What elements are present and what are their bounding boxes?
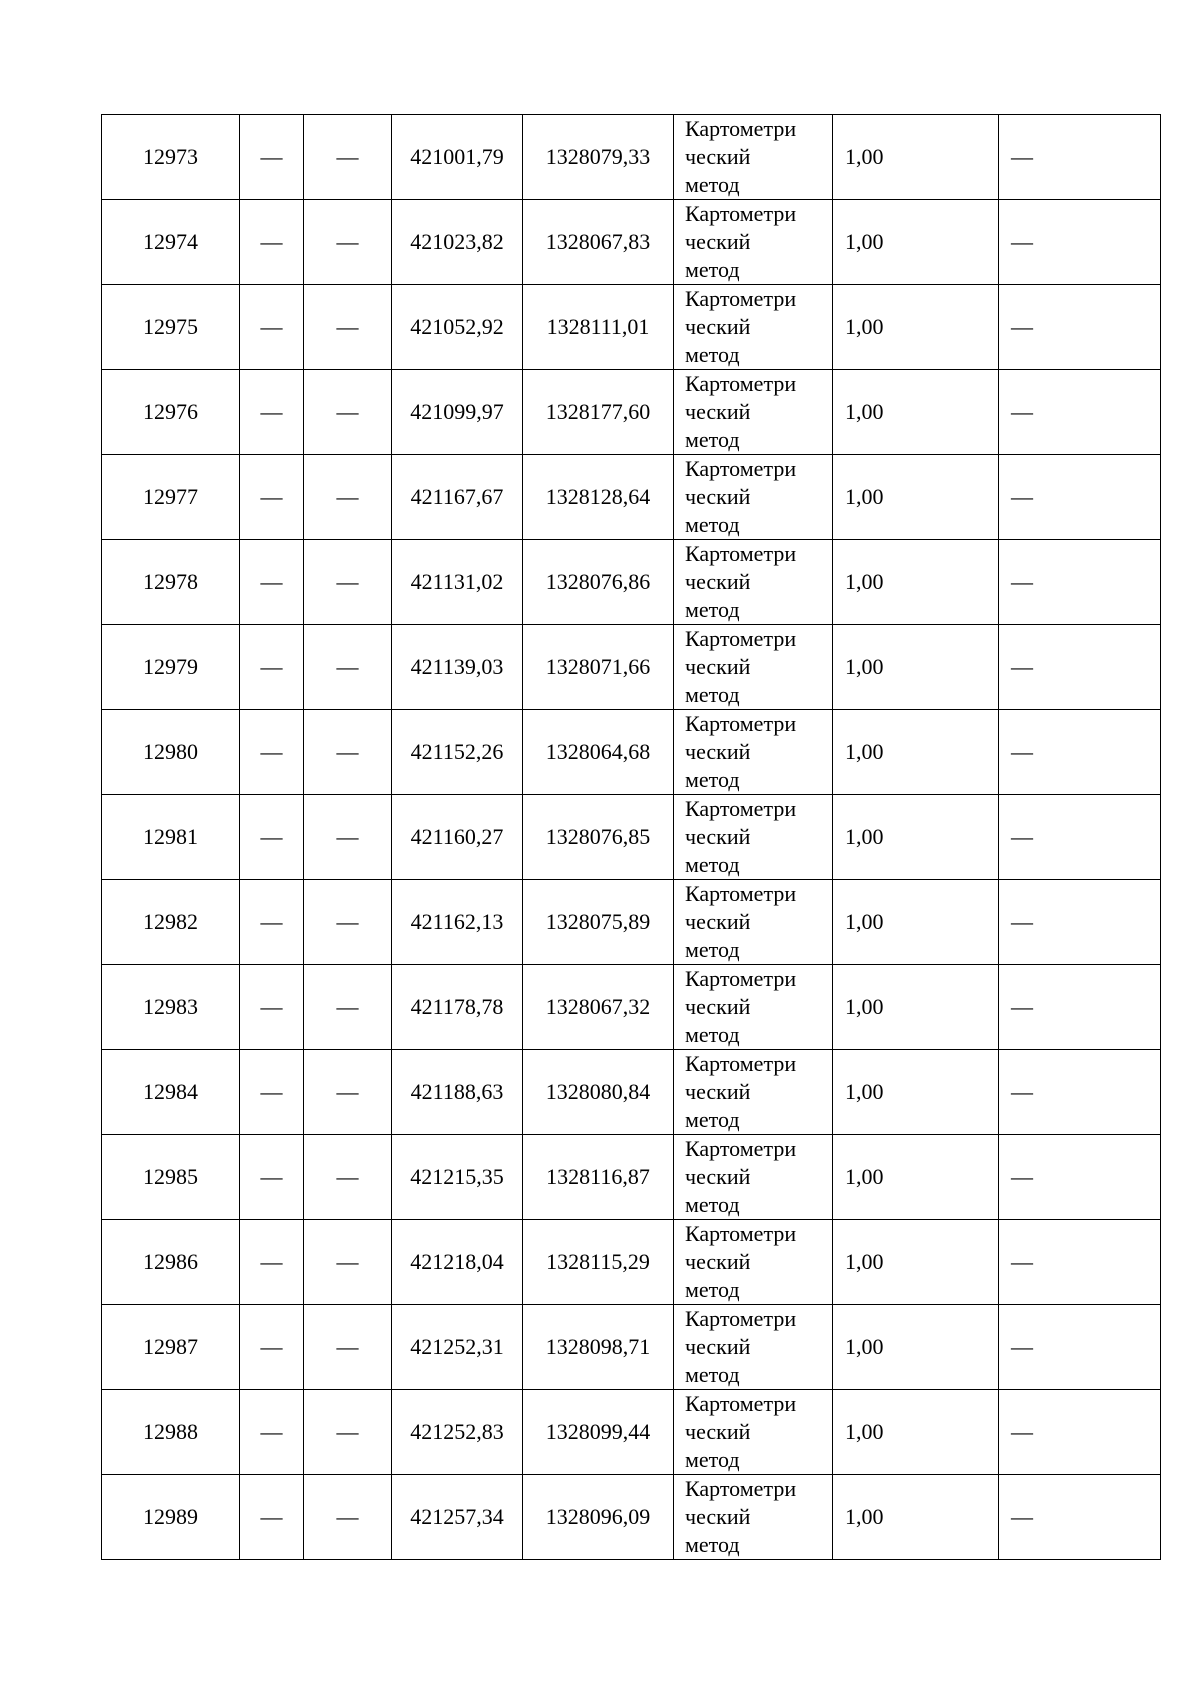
table-row	[102, 1305, 1161, 1390]
table-row	[102, 625, 1161, 710]
x-coordinate-cell: 421001,79	[392, 115, 523, 200]
x-coordinate-cell: 421162,13	[392, 880, 523, 965]
table-row	[102, 1390, 1161, 1475]
x-coordinate-cell: 421252,31	[392, 1305, 523, 1390]
method-text-line: ческий	[685, 399, 751, 424]
y-coordinate-cell: 1328071,66	[523, 625, 674, 710]
accuracy-cell: 1,00	[833, 1220, 999, 1305]
method-text-line: метод	[685, 937, 740, 962]
y-coordinate-cell: 1328177,60	[523, 370, 674, 455]
empty-dash-cell: —	[304, 1305, 392, 1390]
method-text-line: Картометри	[685, 1391, 797, 1416]
method-text-line: Картометри	[685, 1051, 797, 1076]
method-cell	[674, 795, 833, 880]
point-number-cell: 12980	[102, 710, 240, 795]
empty-dash-cell: —	[240, 1050, 304, 1135]
method-text-line: метод	[685, 1022, 740, 1047]
accuracy-cell: 1,00	[833, 625, 999, 710]
empty-dash-cell: —	[999, 1475, 1161, 1560]
y-coordinate-cell: 1328067,32	[523, 965, 674, 1050]
x-coordinate-cell: 421188,63	[392, 1050, 523, 1135]
empty-dash-cell: —	[240, 370, 304, 455]
table-row	[102, 1475, 1161, 1560]
table-row	[102, 455, 1161, 540]
point-number-cell: 12987	[102, 1305, 240, 1390]
table-row	[102, 1220, 1161, 1305]
accuracy-cell: 1,00	[833, 540, 999, 625]
x-coordinate-cell: 421131,02	[392, 540, 523, 625]
method-cell	[674, 1390, 833, 1475]
method-text-line: Картометри	[685, 1136, 797, 1161]
empty-dash-cell: —	[240, 455, 304, 540]
table-row	[102, 880, 1161, 965]
y-coordinate-cell: 1328079,33	[523, 115, 674, 200]
method-cell	[674, 625, 833, 710]
empty-dash-cell: —	[240, 710, 304, 795]
empty-dash-cell: —	[304, 1050, 392, 1135]
empty-dash-cell: —	[240, 880, 304, 965]
method-text-line: Картометри	[685, 626, 797, 651]
accuracy-cell: 1,00	[833, 1390, 999, 1475]
point-number-cell: 12973	[102, 115, 240, 200]
empty-dash-cell: —	[999, 1390, 1161, 1475]
y-coordinate-cell: 1328076,86	[523, 540, 674, 625]
method-text-line: ческий	[685, 1504, 751, 1529]
table-row	[102, 795, 1161, 880]
method-text-line: Картометри	[685, 286, 797, 311]
table-row	[102, 115, 1161, 200]
x-coordinate-cell: 421099,97	[392, 370, 523, 455]
table-row	[102, 285, 1161, 370]
method-text-line: Картометри	[685, 116, 797, 141]
empty-dash-cell: —	[240, 965, 304, 1050]
empty-dash-cell: —	[240, 285, 304, 370]
x-coordinate-cell: 421139,03	[392, 625, 523, 710]
accuracy-cell: 1,00	[833, 1135, 999, 1220]
method-text-line: метод	[685, 1362, 740, 1387]
empty-dash-cell: —	[999, 285, 1161, 370]
accuracy-cell: 1,00	[833, 1475, 999, 1560]
point-number-cell: 12974	[102, 200, 240, 285]
method-text-line: Картометри	[685, 711, 797, 736]
method-text-line: ческий	[685, 484, 751, 509]
method-text-line: метод	[685, 342, 740, 367]
table-row	[102, 1050, 1161, 1135]
method-text-line: Картометри	[685, 966, 797, 991]
empty-dash-cell: —	[240, 200, 304, 285]
empty-dash-cell: —	[304, 115, 392, 200]
empty-dash-cell: —	[304, 965, 392, 1050]
method-text-line: ческий	[685, 569, 751, 594]
table-row	[102, 710, 1161, 795]
method-cell	[674, 965, 833, 1050]
method-cell	[674, 1305, 833, 1390]
accuracy-cell: 1,00	[833, 1305, 999, 1390]
empty-dash-cell: —	[999, 115, 1161, 200]
method-text-line: Картометри	[685, 541, 797, 566]
method-text-line: Картометри	[685, 1476, 797, 1501]
empty-dash-cell: —	[999, 965, 1161, 1050]
empty-dash-cell: —	[304, 370, 392, 455]
table-row	[102, 1135, 1161, 1220]
empty-dash-cell: —	[999, 625, 1161, 710]
table-row	[102, 200, 1161, 285]
method-text-line: ческий	[685, 1249, 751, 1274]
point-number-cell: 12976	[102, 370, 240, 455]
empty-dash-cell: —	[999, 795, 1161, 880]
y-coordinate-cell: 1328116,87	[523, 1135, 674, 1220]
method-text-line: метод	[685, 767, 740, 792]
method-text-line: Картометри	[685, 201, 797, 226]
method-text-line: метод	[685, 257, 740, 282]
empty-dash-cell: —	[304, 455, 392, 540]
point-number-cell: 12983	[102, 965, 240, 1050]
method-text-line: ческий	[685, 994, 751, 1019]
method-text-line: ческий	[685, 654, 751, 679]
y-coordinate-cell: 1328067,83	[523, 200, 674, 285]
method-cell	[674, 200, 833, 285]
method-cell	[674, 540, 833, 625]
empty-dash-cell: —	[240, 795, 304, 880]
accuracy-cell: 1,00	[833, 880, 999, 965]
empty-dash-cell: —	[304, 880, 392, 965]
method-text-line: метод	[685, 1532, 740, 1557]
table-body	[102, 115, 1161, 1560]
accuracy-cell: 1,00	[833, 795, 999, 880]
accuracy-cell: 1,00	[833, 370, 999, 455]
empty-dash-cell: —	[999, 370, 1161, 455]
method-cell	[674, 1135, 833, 1220]
method-text-line: ческий	[685, 739, 751, 764]
empty-dash-cell: —	[999, 1220, 1161, 1305]
empty-dash-cell: —	[240, 1220, 304, 1305]
empty-dash-cell: —	[999, 880, 1161, 965]
x-coordinate-cell: 421257,34	[392, 1475, 523, 1560]
point-number-cell: 12988	[102, 1390, 240, 1475]
accuracy-cell: 1,00	[833, 710, 999, 795]
empty-dash-cell: —	[304, 1220, 392, 1305]
method-text-line: метод	[685, 172, 740, 197]
empty-dash-cell: —	[304, 285, 392, 370]
method-text-line: ческий	[685, 909, 751, 934]
point-number-cell: 12979	[102, 625, 240, 710]
empty-dash-cell: —	[304, 200, 392, 285]
point-number-cell: 12978	[102, 540, 240, 625]
empty-dash-cell: —	[240, 115, 304, 200]
method-text-line: ческий	[685, 1334, 751, 1359]
empty-dash-cell: —	[304, 1135, 392, 1220]
method-text-line: метод	[685, 1192, 740, 1217]
empty-dash-cell: —	[304, 795, 392, 880]
x-coordinate-cell: 421252,83	[392, 1390, 523, 1475]
point-number-cell: 12975	[102, 285, 240, 370]
point-number-cell: 12986	[102, 1220, 240, 1305]
method-text-line: ческий	[685, 314, 751, 339]
method-cell	[674, 455, 833, 540]
point-number-cell: 12985	[102, 1135, 240, 1220]
method-text-line: метод	[685, 427, 740, 452]
method-cell	[674, 1050, 833, 1135]
table-row	[102, 965, 1161, 1050]
accuracy-cell: 1,00	[833, 285, 999, 370]
empty-dash-cell: —	[240, 625, 304, 710]
point-number-cell: 12984	[102, 1050, 240, 1135]
method-text-line: Картометри	[685, 1221, 797, 1246]
accuracy-cell: 1,00	[833, 965, 999, 1050]
method-text-line: метод	[685, 1447, 740, 1472]
method-text-line: Картометри	[685, 456, 797, 481]
empty-dash-cell: —	[240, 1475, 304, 1560]
empty-dash-cell: —	[304, 625, 392, 710]
empty-dash-cell: —	[240, 540, 304, 625]
method-text-line: ческий	[685, 144, 751, 169]
method-cell	[674, 710, 833, 795]
empty-dash-cell: —	[304, 540, 392, 625]
method-text-line: Картометри	[685, 796, 797, 821]
method-text-line: ческий	[685, 1164, 751, 1189]
method-cell	[674, 1220, 833, 1305]
empty-dash-cell: —	[304, 710, 392, 795]
x-coordinate-cell: 421218,04	[392, 1220, 523, 1305]
method-text-line: метод	[685, 512, 740, 537]
accuracy-cell: 1,00	[833, 455, 999, 540]
y-coordinate-cell: 1328076,85	[523, 795, 674, 880]
empty-dash-cell: —	[999, 1135, 1161, 1220]
empty-dash-cell: —	[240, 1390, 304, 1475]
method-text-line: метод	[685, 1277, 740, 1302]
method-text-line: ческий	[685, 1079, 751, 1104]
empty-dash-cell: —	[999, 455, 1161, 540]
x-coordinate-cell: 421178,78	[392, 965, 523, 1050]
method-text-line: Картометри	[685, 881, 797, 906]
x-coordinate-cell: 421023,82	[392, 200, 523, 285]
empty-dash-cell: —	[999, 1305, 1161, 1390]
x-coordinate-cell: 421160,27	[392, 795, 523, 880]
method-text-line: метод	[685, 597, 740, 622]
method-text-line: метод	[685, 852, 740, 877]
accuracy-cell: 1,00	[833, 200, 999, 285]
method-cell	[674, 370, 833, 455]
method-text-line: метод	[685, 1107, 740, 1132]
method-text-line: ческий	[685, 229, 751, 254]
point-number-cell: 12981	[102, 795, 240, 880]
y-coordinate-cell: 1328099,44	[523, 1390, 674, 1475]
empty-dash-cell: —	[304, 1475, 392, 1560]
empty-dash-cell: —	[240, 1135, 304, 1220]
y-coordinate-cell: 1328128,64	[523, 455, 674, 540]
accuracy-cell: 1,00	[833, 115, 999, 200]
accuracy-cell: 1,00	[833, 1050, 999, 1135]
empty-dash-cell: —	[240, 1305, 304, 1390]
y-coordinate-cell: 1328111,01	[523, 285, 674, 370]
method-cell	[674, 1475, 833, 1560]
y-coordinate-cell: 1328098,71	[523, 1305, 674, 1390]
y-coordinate-cell: 1328075,89	[523, 880, 674, 965]
method-text-line: метод	[685, 682, 740, 707]
empty-dash-cell: —	[999, 540, 1161, 625]
x-coordinate-cell: 421215,35	[392, 1135, 523, 1220]
y-coordinate-cell: 1328096,09	[523, 1475, 674, 1560]
y-coordinate-cell: 1328115,29	[523, 1220, 674, 1305]
method-text-line: Картометри	[685, 1306, 797, 1331]
method-text-line: ческий	[685, 1419, 751, 1444]
method-text-line: Картометри	[685, 371, 797, 396]
empty-dash-cell: —	[999, 1050, 1161, 1135]
method-cell	[674, 880, 833, 965]
method-cell	[674, 285, 833, 370]
table-row	[102, 370, 1161, 455]
y-coordinate-cell: 1328080,84	[523, 1050, 674, 1135]
method-text-line: ческий	[685, 824, 751, 849]
x-coordinate-cell: 421152,26	[392, 710, 523, 795]
empty-dash-cell: —	[999, 710, 1161, 795]
coordinates-table	[101, 114, 1161, 1560]
point-number-cell: 12989	[102, 1475, 240, 1560]
x-coordinate-cell: 421167,67	[392, 455, 523, 540]
empty-dash-cell: —	[304, 1390, 392, 1475]
method-cell	[674, 115, 833, 200]
y-coordinate-cell: 1328064,68	[523, 710, 674, 795]
point-number-cell: 12977	[102, 455, 240, 540]
point-number-cell: 12982	[102, 880, 240, 965]
table-row	[102, 540, 1161, 625]
x-coordinate-cell: 421052,92	[392, 285, 523, 370]
empty-dash-cell: —	[999, 200, 1161, 285]
